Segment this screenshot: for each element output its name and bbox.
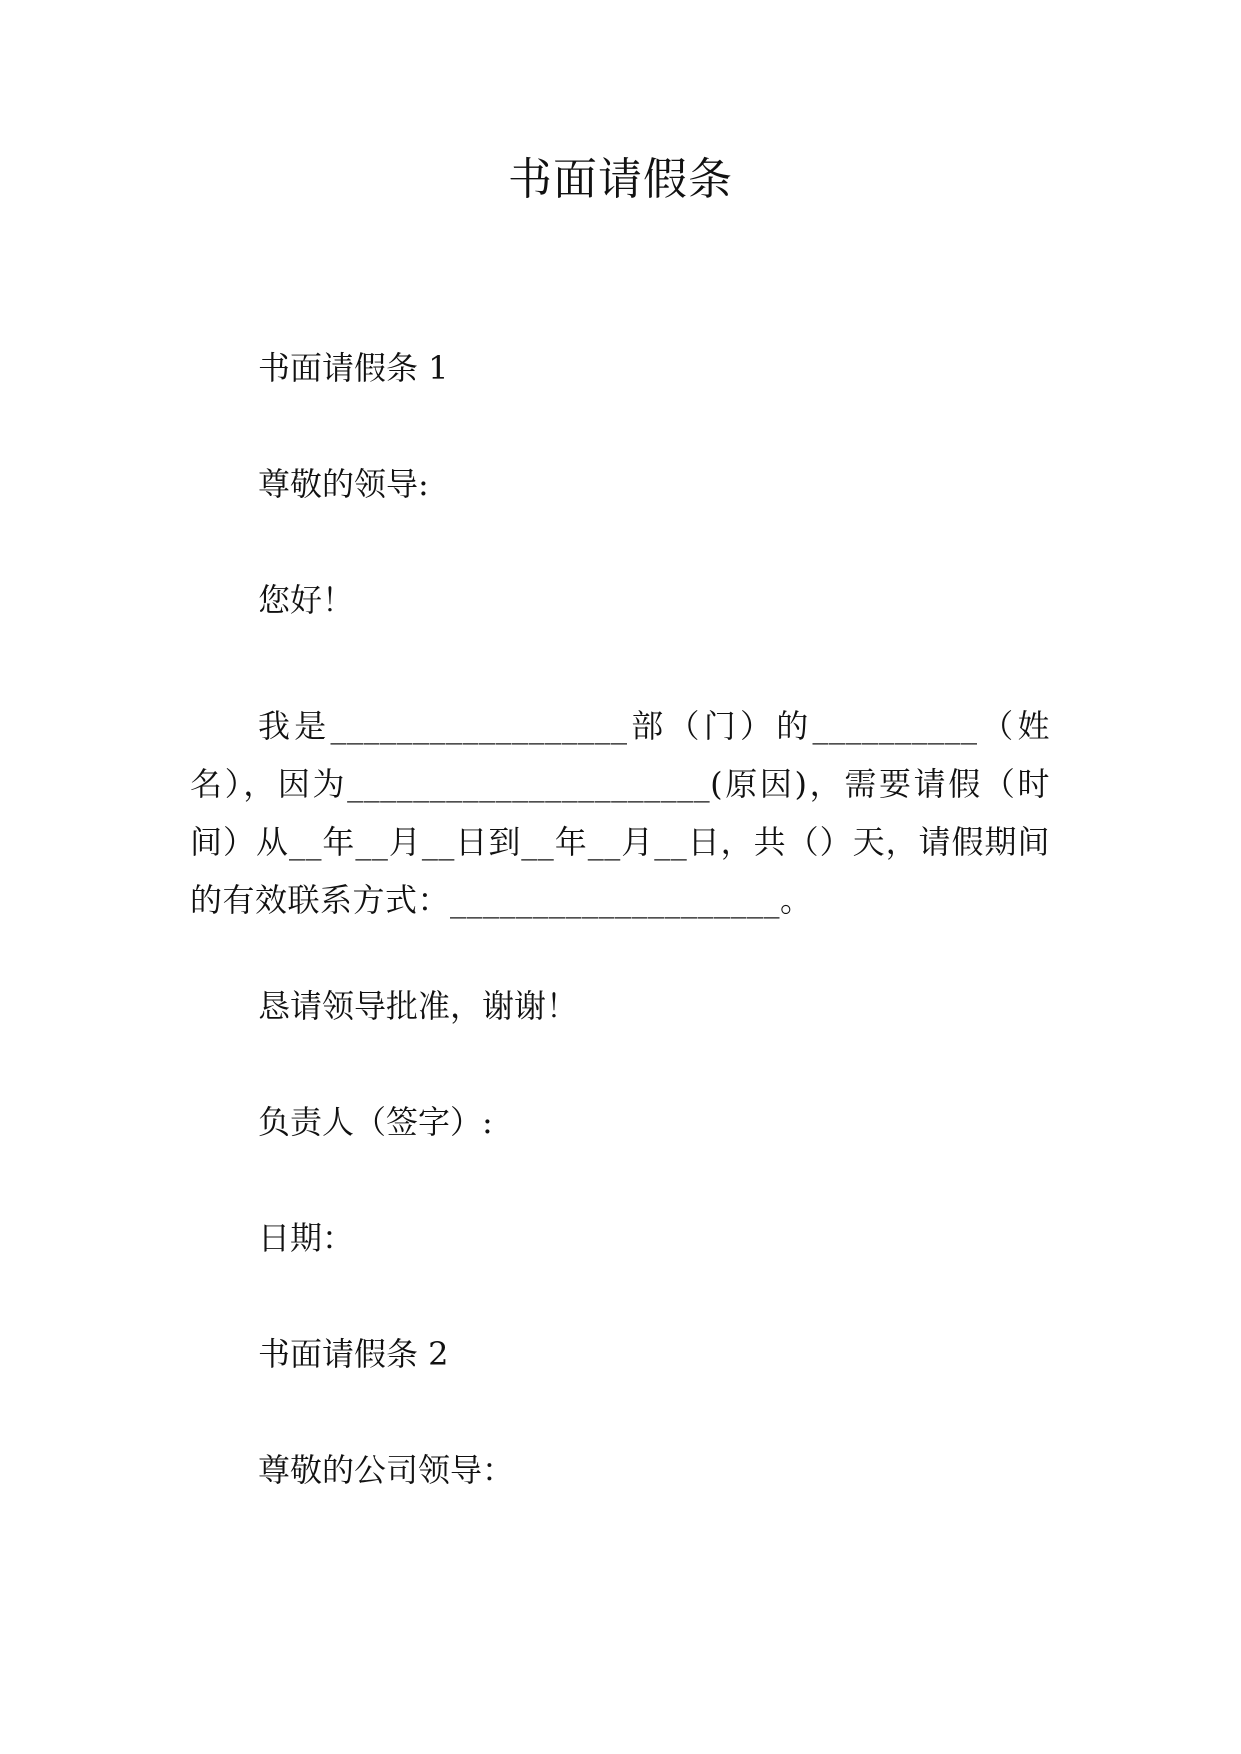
section1-heading: 书面请假条 1 — [258, 349, 449, 387]
salutation-2: 尊敬的公司领导： — [258, 1451, 515, 1489]
section2-heading: 书面请假条 2 — [258, 1335, 449, 1373]
body-paragraph: 我是__________________部（门）的__________（姓名），因为______________________(原因)，需要请假（时间）从__年__月__日到__年__月__日，共（）天，请假期间的有效联系方式：____________________。 — [190, 707, 1050, 919]
document-title: 书面请假条 — [508, 154, 733, 205]
closing-line: 恳请领导批准，谢谢！ — [258, 987, 579, 1025]
date-label: 日期： — [258, 1219, 355, 1257]
greeting: 您好！ — [258, 581, 355, 619]
signature-label: 负责人（签字）: — [258, 1103, 493, 1141]
salutation-1: 尊敬的领导: — [258, 465, 429, 503]
